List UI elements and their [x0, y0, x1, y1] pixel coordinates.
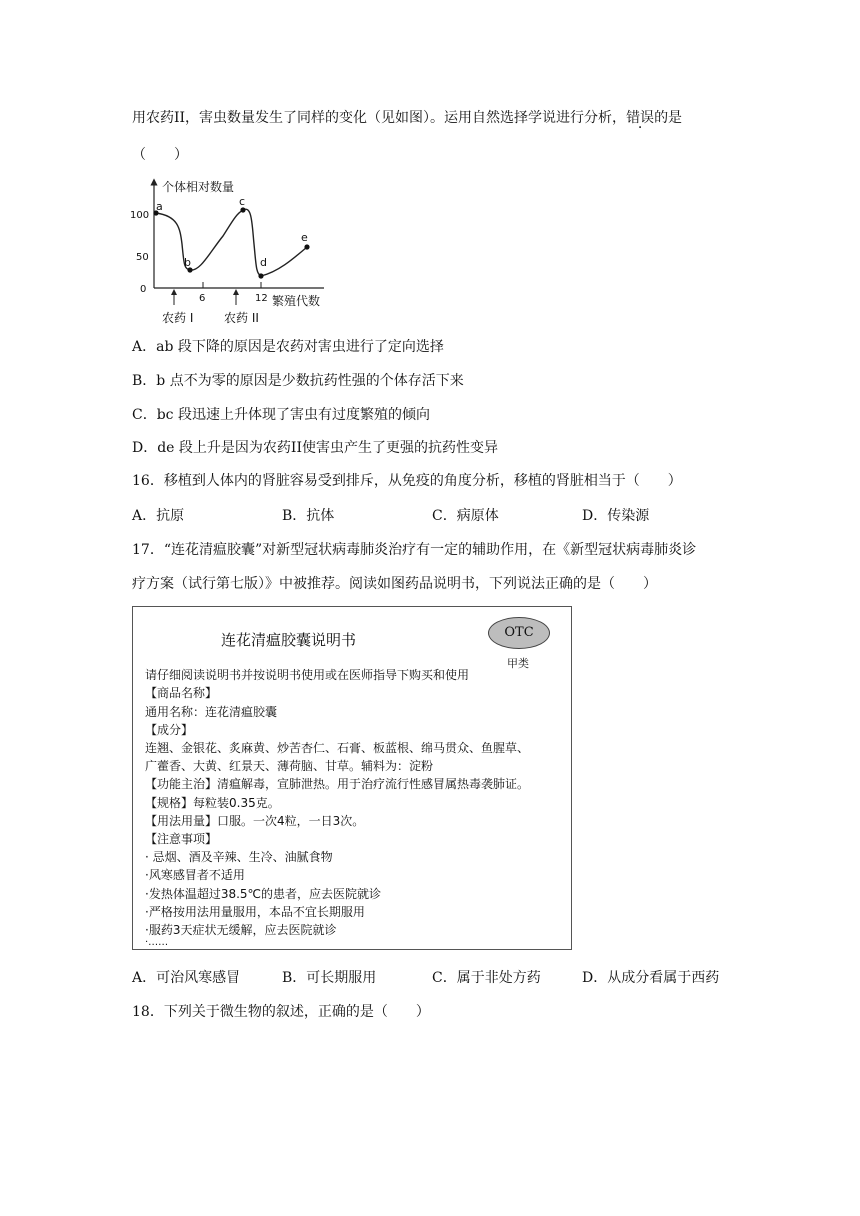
leaflet-line: 【商品名称】 [145, 686, 218, 700]
point-d [258, 273, 263, 278]
leaflet-line: 广藿香、大黄、红景天、薄荷脑、甘草。辅料为：淀粉 [145, 759, 434, 773]
leaflet-line: ·严格按用法用量服用，本品不宜长期服用 [145, 905, 365, 919]
label-d: d [260, 256, 267, 269]
leaflet-line: ·风寒感冒者不适用 [145, 868, 245, 882]
otc-badge: OTC [488, 617, 550, 649]
point-e [304, 244, 309, 249]
leaflet-line: 通用名称：连花清瘟胶囊 [145, 705, 278, 719]
emphasis-text: 错误 [626, 110, 655, 126]
label-e: e [301, 231, 308, 244]
q17-stem-line1: 17．“连花清瘟胶囊”对新型冠状病毒肺炎治疗有一定的辅助作用，在《新型冠状病毒肺炎诊 [132, 542, 697, 558]
leaflet-line: 【注意事项】 [145, 832, 218, 846]
population-curve [156, 209, 307, 276]
q17-option-a: A．可治风寒感冒 [132, 970, 241, 986]
leaflet-line: ·…… [145, 937, 169, 948]
y-tick-50: 50 [136, 252, 149, 263]
medicine-leaflet [132, 606, 572, 950]
leaflet-line: ·服药3天症状无缓解，应去医院就诊 [145, 923, 337, 937]
q17-stem-line2: 疗方案（试行第七版）》中被推荐。阅读如图药品说明书，下列说法正确的是（ ） [132, 576, 657, 592]
q16-stem: 16．移植到人体内的肾脏容易受到排斥，从免疫的角度分析，移植的肾脏相当于（ ） [132, 473, 682, 489]
label-b: b [184, 256, 191, 269]
leaflet-line: 【用法用量】口服。一次4粒，一日3次。 [145, 814, 365, 828]
q15-stem-line2: （ ） [132, 147, 188, 163]
pesticide-1-label: 农药 I [162, 311, 194, 325]
q17-option-c: C．属于非处方药 [432, 970, 541, 986]
pesticide-2-label: 农药 II [224, 311, 259, 325]
leaflet-line: 请仔细阅读说明书并按说明书使用或在医师指导下购买和使用 [145, 668, 470, 682]
q16-option-d: D．传染源 [582, 508, 650, 524]
q18-stem: 18．下列关于微生物的叙述，正确的是（ ） [132, 1004, 430, 1020]
leaflet-line: 连翘、金银花、炙麻黄、炒苦杏仁、石膏、板蓝根、绵马贯众、鱼腥草、 [145, 741, 530, 755]
q15-option-d: D．de 段上升是因为农药II使害虫产生了更强的抗药性变异 [132, 440, 498, 456]
leaflet-line: 【功能主治】清瘟解毒，宣肺泄热。用于治疗流行性感冒属热毒袭肺证。 [145, 777, 530, 791]
q15-option-a: A．ab 段下降的原因是农药对害虫进行了定向选择 [132, 339, 444, 355]
x-tick-12: 12 [255, 293, 268, 304]
point-c [240, 207, 245, 212]
leaflet-line: 【规格】每粒装0.35克。 [145, 796, 280, 810]
q15-option-c: C．bc 段迅速上升体现了害虫有过度繁殖的倾向 [132, 407, 430, 423]
leaflet-line: · 忌烟、酒及辛辣、生冷、油腻食物 [145, 850, 333, 864]
q16-option-c: C．病原体 [432, 508, 499, 524]
q17-option-d: D．从成分看属于西药 [582, 970, 720, 986]
label-a: a [156, 200, 163, 213]
population-graph [128, 174, 338, 334]
leaflet-line: ·发热体温超过38.5℃的患者，应去医院就诊 [145, 887, 382, 901]
q15-stem-line1: 用农药II，害虫数量发生了同样的变化（见如图）。运用自然选择学说进行分析，错误的是 [132, 110, 683, 126]
q16-option-b: B．抗体 [282, 508, 335, 524]
q15-option-b: B．b 点不为零的原因是少数抗药性强的个体存活下来 [132, 373, 464, 389]
y-tick-100: 100 [130, 210, 150, 221]
q17-option-b: B．可长期服用 [282, 970, 377, 986]
otc-class-label: 甲类 [507, 657, 529, 670]
y-axis-title: 个体相对数量 [162, 180, 235, 194]
x-tick-6: 6 [199, 293, 206, 304]
leaflet-line: 【成分】 [145, 723, 194, 737]
leaflet-title: 连花清瘟胶囊说明书 [221, 631, 357, 649]
q16-option-a: A．抗原 [132, 508, 185, 524]
x-axis-title: 繁殖代数 [272, 294, 321, 308]
label-c: c [239, 195, 246, 208]
y-tick-0: 0 [140, 284, 147, 295]
